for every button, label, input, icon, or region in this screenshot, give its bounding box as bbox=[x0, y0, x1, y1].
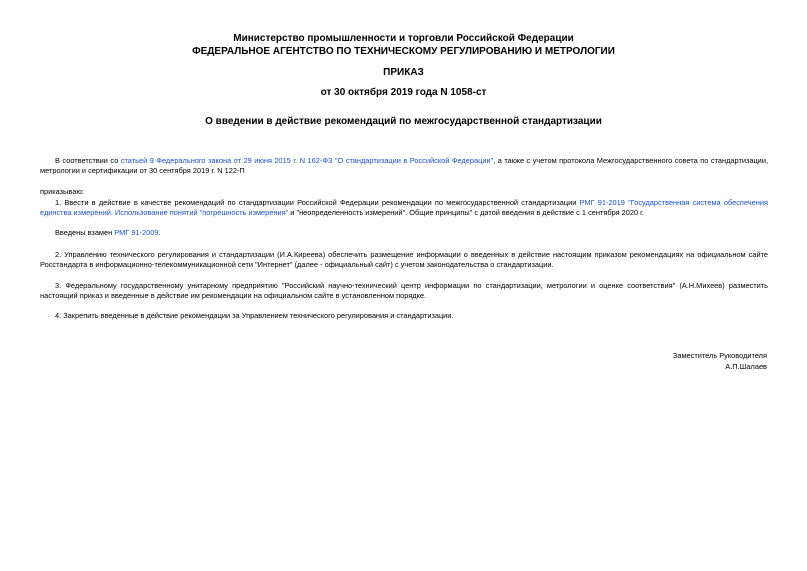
signatory-name: А.П.Шалаев bbox=[725, 362, 767, 371]
item-1-text-end: и "неопределенность измерений". Общие принципы" с датой введения в действие с 1 сентября 2020 г. bbox=[288, 207, 645, 217]
preamble-text-start: В соответствии со bbox=[55, 156, 121, 165]
rmg-91-2009-link[interactable]: РМГ 91-2009 bbox=[114, 228, 159, 237]
item-1-paragraph bbox=[40, 198, 768, 217]
item-3-paragraph: 3. Федеральному государственному унитарному предприятию "Российский научно-технический центр информации по стандартизации, метрологии и оценке соответствия" (А.Н.Михеев) разместить настоящий приказ и введенные в действие им рекомендации на официальном сайте в установленном порядке. bbox=[40, 281, 768, 300]
rmg-91-2019-link[interactable]: РМГ 91-2019 "Государственная система обеспечения единства измерений. Использование понятий "погрешность измерения" bbox=[40, 198, 768, 217]
replaces-text-start: Введены взамен bbox=[55, 228, 115, 237]
item-4-paragraph: 4. Закрепить введенные в действие рекомендации за Управлением технического регулирования и стандартизации. bbox=[55, 311, 454, 320]
item-1-text-start: 1. Ввести в действие в качестве рекомендаций по стандартизации Российской Федерации рекомендации по межгосударственной стандартизации bbox=[55, 198, 580, 207]
preamble-text-end: , а также с учетом протокола Межгосударственного совета по стандартизации, метрологии и сертификации от 30 сентября 2019 г. N 122-П bbox=[40, 156, 768, 175]
agency-title: ФЕДЕРАЛЬНОЕ АГЕНТСТВО ПО ТЕХНИЧЕСКОМУ РЕГУЛИРОВАНИЮ И МЕТРОЛОГИИ bbox=[192, 46, 615, 57]
document-type: ПРИКАЗ bbox=[383, 67, 424, 78]
ministry-title: Министерство промышленности и торговли Российской Федерации bbox=[233, 33, 574, 44]
document-subject: О введении в действие рекомендаций по межгосударственной стандартизации bbox=[205, 116, 602, 127]
preamble-paragraph bbox=[40, 156, 768, 175]
document-date-number: от 30 октября 2019 года N 1058-ст bbox=[320, 87, 487, 98]
replaces-paragraph bbox=[40, 228, 768, 238]
item-2-paragraph: 2. Управлению технического регулирования и стандартизации (И.А.Киреева) обеспечить размещение информации о введенных в действие настоящим приказом рекомендациях на официальном сайте Росстандарта в информационно-телекоммуникационной сети "Интернет" (далее - официальный сайт) с учетом законодательства о стандартизации. bbox=[40, 250, 768, 269]
signatory-position: Заместитель Руководителя bbox=[672, 351, 767, 360]
replaces-text-end: . bbox=[158, 228, 161, 237]
federal-law-link[interactable]: статьей 9 Федерального закона от 29 июня 2015 г. N 162-ФЗ "О стандартизации в Российской Федерации" bbox=[120, 156, 494, 165]
order-word: приказываю: bbox=[40, 187, 84, 196]
